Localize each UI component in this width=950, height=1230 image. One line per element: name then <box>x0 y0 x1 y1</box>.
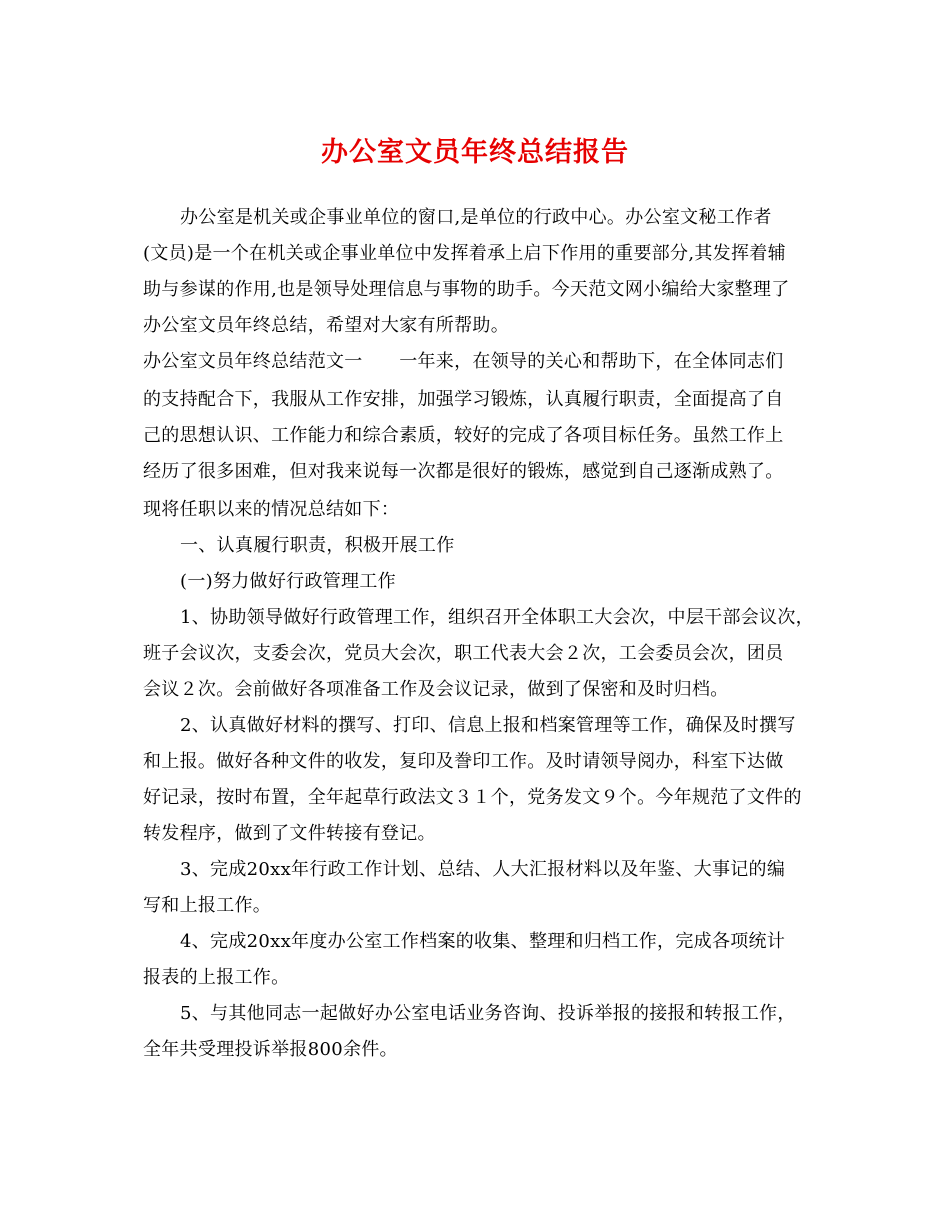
body-line: 己的思想认识、工作能力和综合素质，较好的完成了各项目标任务。虽然工作上 <box>143 425 784 446</box>
document-title: 办公室文员年终总结报告 <box>321 137 629 168</box>
body-line: 班子会议次，支委会次，党员大会次，职工代表大会２次，工会委员会次，团员 <box>143 643 784 664</box>
body-line: 助与参谋的作用,也是领导处理信息与事物的助手。今天范文网小编给大家整理了 <box>143 279 790 300</box>
body-line: 办公室文员年终总结范文一 一年来，在领导的关心和帮助下，在全体同志们 <box>143 351 784 372</box>
body-line: 会议２次。会前做好各项准备工作及会议记录，做到了保密和及时归档。 <box>143 679 729 700</box>
body-line: 报表的上报工作。 <box>143 967 290 988</box>
body-line: 4、完成20xx年度办公室工作档案的收集、整理和归档工作，完成各项统计 <box>180 931 786 952</box>
body-line: 全年共受理投诉举报800余件。 <box>143 1039 398 1060</box>
body-line: 好记录，按时布置，全年起草行政法文３１个，党务发文９个。今年规范了文件的 <box>143 787 802 808</box>
body-line: (文员)是一个在机关或企事业单位中发挥着承上启下作用的重要部分,其发挥着辅 <box>143 243 786 264</box>
body-line: 转发程序，做到了文件转接有登记。 <box>143 823 436 844</box>
body-line: 现将任职以来的情况总结如下： <box>143 499 400 520</box>
body-line: 办公室文员年终总结，希望对大家有所帮助。 <box>143 315 509 336</box>
body-line: 写和上报工作。 <box>143 895 272 916</box>
body-line: 和上报。做好各种文件的收发，复印及誊印工作。及时请领导阅办，科室下达做 <box>143 751 784 772</box>
subsection-heading: (一)努力做好行政管理工作 <box>180 571 396 592</box>
section-heading: 一、认真履行职责，积极开展工作 <box>180 535 455 556</box>
body-line: 办公室是机关或企事业单位的窗口,是单位的行政中心。办公室文秘工作者 <box>180 207 772 228</box>
body-line: 3、完成20xx年行政工作计划、总结、人大汇报材料以及年鉴、大事记的编 <box>180 859 786 880</box>
body-line: 的支持配合下，我服从工作安排，加强学习锻炼，认真履行职责，全面提高了自 <box>143 389 784 410</box>
body-line: 2、认真做好材料的撰写、打印、信息上报和档案管理等工作，确保及时撰写 <box>180 715 796 736</box>
body-line: 经历了很多困难，但对我来说每一次都是很好的锻炼，感觉到自己逐渐成熟了。 <box>143 461 784 482</box>
body-line: 5、与其他同志一起做好办公室电话业务咨询、投诉举报的接报和转报工作， <box>180 1003 796 1024</box>
body-line: 1、协助领导做好行政管理工作，组织召开全体职工大会次，中层干部会议次， <box>180 607 814 628</box>
